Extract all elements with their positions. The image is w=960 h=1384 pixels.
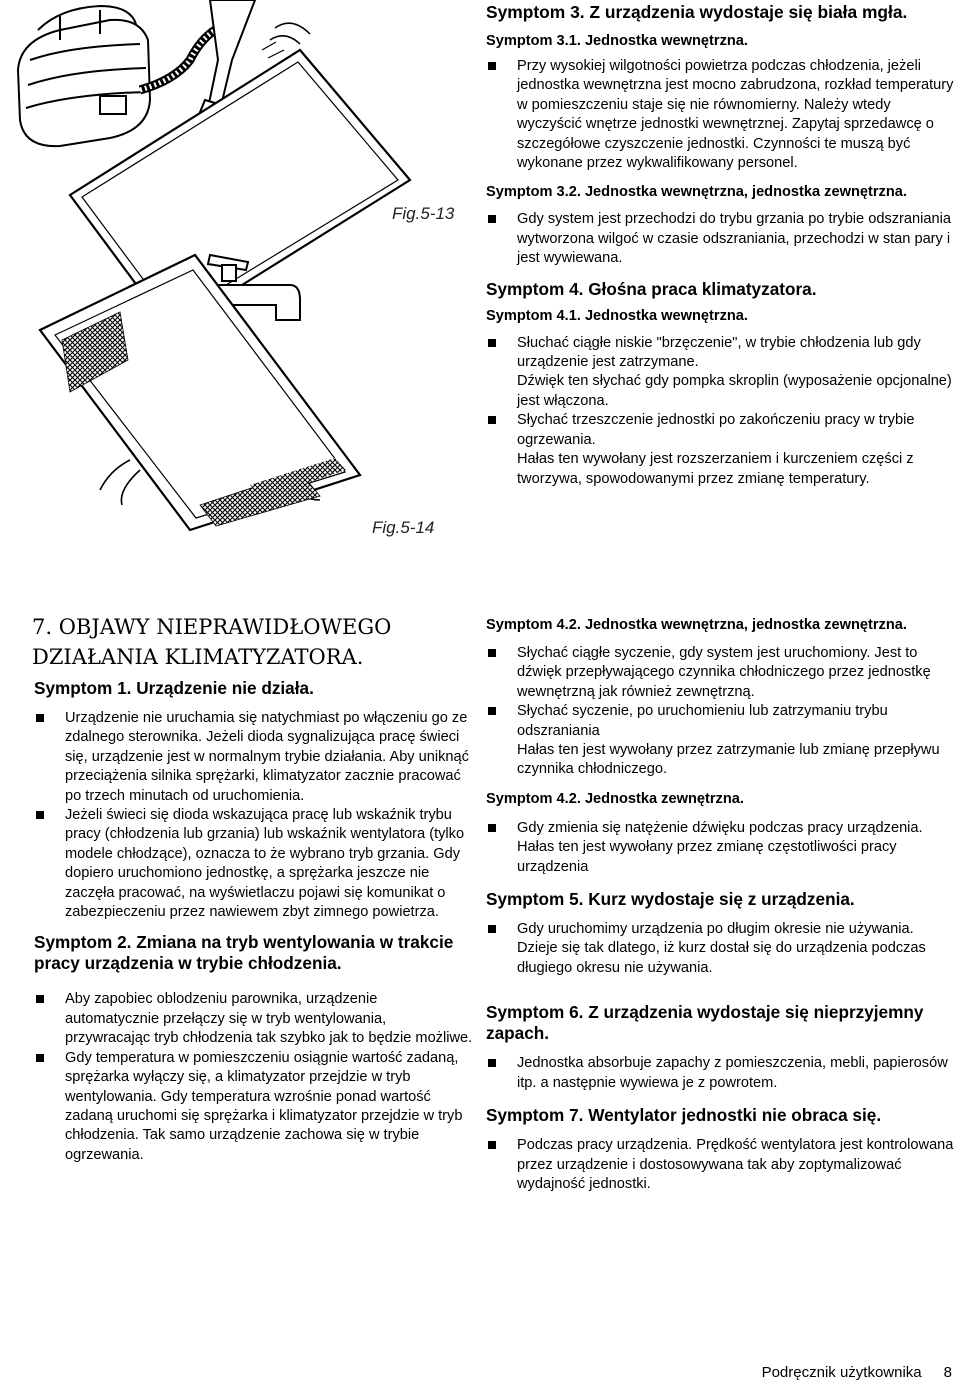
- symptom-4-2-list-b: [486, 819, 954, 877]
- right-column: [486, 616, 954, 1204]
- page-number: 8: [943, 1364, 952, 1381]
- symptom-4-1-list: [486, 334, 954, 489]
- bullet-square-icon: [488, 416, 496, 424]
- symptom-2-list: [34, 990, 474, 1165]
- symptom-3-2-list: [486, 210, 954, 268]
- symptom-6-title: Symptom 6. Z urządzenia wydostaje się nieprzyjemny zapach.: [486, 1002, 924, 1044]
- list-item: Gdy system jest przechodzi do trybu grzania po trybie odszraniania wytworzona wilgoć w czasie odszraniania, przechodzi w stan pary i jest wywiewana.: [486, 210, 954, 268]
- bullet-square-icon: [488, 824, 496, 832]
- symptom-3-title: Symptom 3. Z urządzenia wydostaje się biała mgła.: [486, 2, 908, 22]
- symptom-4-2-title-b: Symptom 4.2. Jednostka zewnętrzna.: [486, 790, 744, 807]
- bullet-square-icon: [36, 811, 44, 819]
- symptom-3-2-title: Symptom 3.2. Jednostka wewnętrzna, jednostka zewnętrzna.: [486, 184, 907, 201]
- bullet-square-icon: [36, 995, 44, 1003]
- symptom-4-2-title-a: Symptom 4.2. Jednostka wewnętrzna, jednostka zewnętrzna.: [486, 617, 907, 633]
- list-item: Słychać syczenie, po uruchomieniu lub zatrzymaniu trybu odszraniania Hałas ten jest wywołany przez zatrzymanie lub zmianę przepływu czynnika chłodniczego.: [486, 702, 954, 780]
- symptom-4-1-title: Symptom 4.1. Jednostka wewnętrzna.: [486, 307, 748, 324]
- symptom-3-1-list: [486, 57, 954, 173]
- list-item: Jeżeli świeci się dioda wskazująca pracę lub wskaźnik trybu pracy (chłodzenia lub grzania) lub wskaźnik wentylatora (tylko modele chłodzące), oznacza to że wybrano tryb grzania. Gdy dopiero uruchomiono jednostkę, a sprężarka jeszcze nie zaczęła pracować, na wyświetlaczu pojawi się komunikat o zabezpieczeniu przez nawiewem zbyt zimnego powietrza.: [34, 806, 474, 922]
- top-right-column: [486, 2, 954, 499]
- list-item: Aby zapobiec oblodzeniu parownika, urządzenie automatycznie przełączy się w tryb wentylowania, przywracając tryb chłodzenia tak szybko jak to będzie możliwe.: [34, 990, 474, 1048]
- bullet-square-icon: [488, 925, 496, 933]
- list-item: Gdy zmienia się natężenie dźwięku podczas pracy urządzenia. Hałas ten jest wywołany przez zmianę częstotliwości pracy urządzenia: [486, 819, 954, 877]
- symptom-7-title: Symptom 7. Wentylator jednostki nie obraca się.: [486, 1105, 882, 1126]
- list-item: Gdy uruchomimy urządzenia po długim okresie nie używania. Dzieje się tak dlatego, iż kurz dostał się do urządzenia podczas długiego okresu nie używania.: [486, 920, 954, 978]
- figure-label-5-14: Fig.5-14: [372, 518, 435, 537]
- list-item: Jednostka absorbuje zapachy z pomieszczenia, mebli, papierosów itp. a następnie wywiewa je z powrotem.: [486, 1054, 954, 1093]
- bullet-square-icon: [488, 62, 496, 70]
- figure-label-5-13: Fig.5-13: [392, 204, 455, 223]
- filter-frame-bottom: [40, 255, 360, 530]
- bullet-square-icon: [488, 707, 496, 715]
- symptom-3-1-title: Symptom 3.1. Jednostka wewnętrzna.: [486, 33, 748, 49]
- symptom-6-list: [486, 1054, 954, 1093]
- list-item: Słychać ciągłe syczenie, gdy system jest uruchomiony. Jest to dźwięk przepływającego czynnika chłodniczego przez jednostkę wewnętrzną jak również zewnętrzną.: [486, 644, 954, 702]
- bullet-square-icon: [36, 714, 44, 722]
- symptom-5-list: [486, 920, 954, 978]
- list-item: Podczas pracy urządzenia. Prędkość wentylatora jest kontrolowana przez urządzenie i dostosowywana tak aby zoptymalizować wydajność jednostki.: [486, 1136, 954, 1194]
- illustration-filter-cleaning: [0, 0, 470, 560]
- symptom-5-title: Symptom 5. Kurz wydostaje się z urządzenia.: [486, 889, 855, 910]
- bullet-square-icon: [488, 215, 496, 223]
- manual-title: Podręcznik użytkownika: [761, 1364, 922, 1381]
- bullet-square-icon: [488, 649, 496, 657]
- left-column: [34, 612, 474, 1175]
- symptom-2-title: Symptom 2. Zmiana na tryb wentylowania w trakcie pracy urządzenia w trybie chłodzenia.: [34, 932, 454, 974]
- page-footer: [740, 1363, 952, 1382]
- list-item: Słychać trzeszczenie jednostki po zakończeniu pracy w trybie ogrzewania. Hałas ten wywołany jest rozszerzaniem i kurczeniem części z tworzywa, spowodowanymi przez zmianę temperatury.: [486, 411, 954, 489]
- list-item: Urządzenie nie uruchamia się natychmiast po włączeniu go ze zdalnego sterownika. Jeżeli dioda sygnalizująca pracę świeci się, urządzenie jest w normalnym trybie działania. Aby uniknąć przeciążenia silnika sprężarki, klimatyzator zacznie pracować po trzech minutach od uruchomienia.: [34, 709, 474, 806]
- symptom-7-list: [486, 1136, 954, 1194]
- list-item: Gdy temperatura w pomieszczeniu osiągnie wartość zadaną, sprężarka wyłączy się, a klimatyzator przejdzie w tryb wentylowania. Gdy temperatura wzrośnie ponad wartość zadaną uruchomi się sprężarka i klimatyzator przejdzie w tryb chłodzenia. Tak samo urządzenie zachowa się w trybie ogrzewania.: [34, 1049, 474, 1165]
- symptom-1-title: Symptom 1. Urządzenie nie działa.: [34, 678, 314, 698]
- bullet-square-icon: [488, 339, 496, 347]
- list-item: Przy wysokiej wilgotności powietrza podczas chłodzenia, jeżeli jednostka wewnętrzna jest mocno zabrudzona, rozkład temperatury w pomieszczeniu staje się nie równomierny. Należy wtedy wyczyścić wnętrze jednostki wewnętrznej. Zapytaj sprzedawcę o szczegółowe czyszczenie jednostki. Czynności te muszą być wykonane przez wykwalifikowany personel.: [486, 57, 954, 173]
- bullet-square-icon: [488, 1059, 496, 1067]
- symptom-4-2-list-a: [486, 644, 954, 780]
- list-item: Słuchać ciągłe niskie "brzęczenie", w trybie chłodzenia lub gdy urządzenie jest zatrzymane. Dźwięk ten słychać gdy pompka skroplin (wyposażenie opcjonalne) jest włączona.: [486, 334, 954, 412]
- bullet-square-icon: [488, 1141, 496, 1149]
- section-title: 7. OBJAWY NIEPRAWIDŁOWEGO DZIAŁANIA KLIMATYZATORA.: [32, 615, 392, 669]
- symptom-1-list: [34, 709, 474, 922]
- symptom-4-title: Symptom 4. Głośna praca klimatyzatora.: [486, 278, 817, 299]
- bullet-square-icon: [36, 1054, 44, 1062]
